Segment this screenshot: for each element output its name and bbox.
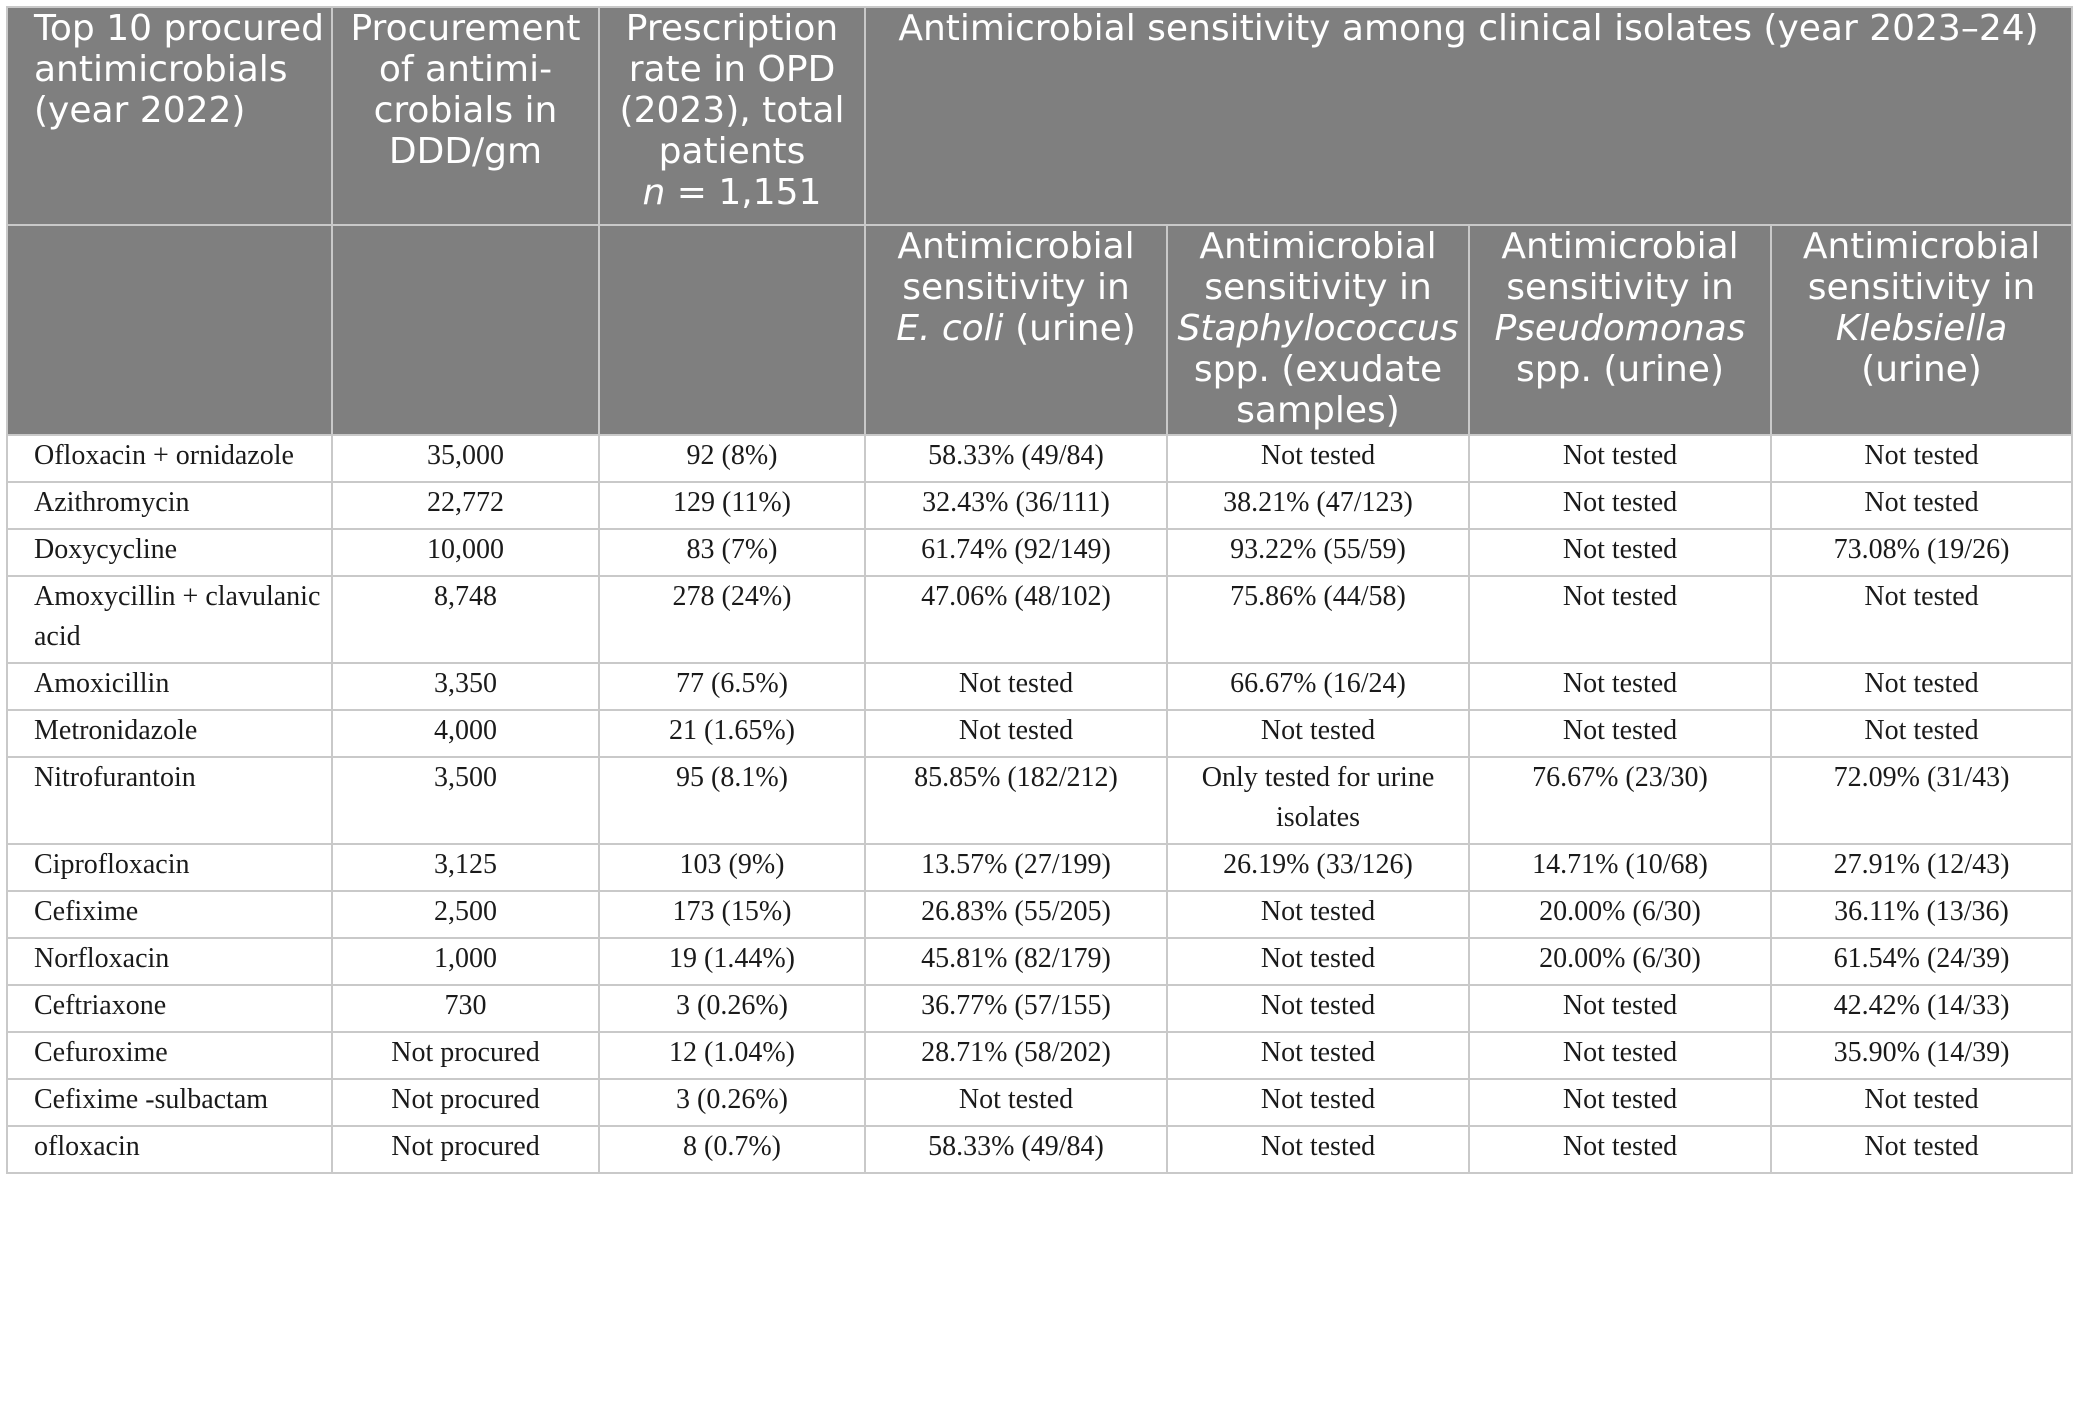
header-blank-1 xyxy=(7,225,332,435)
cell-ecoli: 61.74% (92/149) xyxy=(865,529,1167,576)
cell-ecoli: 58.33% (49/84) xyxy=(865,435,1167,482)
antimicrobial-table xyxy=(6,6,2073,1174)
cell-staph: Not tested xyxy=(1167,938,1469,985)
cell-klebsiella: 27.91% (12/43) xyxy=(1771,844,2072,891)
cell-drug: Norfloxacin xyxy=(7,938,332,985)
cell-procurement: Not procured xyxy=(332,1032,599,1079)
cell-klebsiella: Not tested xyxy=(1771,482,2072,529)
cell-staph: 38.21% (47/123) xyxy=(1167,482,1469,529)
table-row xyxy=(7,482,2072,529)
cell-prescription: 8 (0.7%) xyxy=(599,1126,865,1173)
cell-drug: Cefixime xyxy=(7,891,332,938)
table-row xyxy=(7,529,2072,576)
cell-prescription: 19 (1.44%) xyxy=(599,938,865,985)
cell-staph: Not tested xyxy=(1167,435,1469,482)
header-pseudomonas-sample: spp. (urine) xyxy=(1515,349,1725,390)
cell-pseudomonas: Not tested xyxy=(1469,663,1771,710)
cell-prescription: 21 (1.65%) xyxy=(599,710,865,757)
cell-staph: Not tested xyxy=(1167,891,1469,938)
cell-drug: Amoxycillin + clavulanic acid xyxy=(7,576,332,663)
table-row xyxy=(7,710,2072,757)
cell-procurement: 35,000 xyxy=(332,435,599,482)
cell-ecoli: 58.33% (49/84) xyxy=(865,1126,1167,1173)
cell-prescription: 173 (15%) xyxy=(599,891,865,938)
cell-ecoli: 85.85% (182/212) xyxy=(865,757,1167,844)
cell-prescription: 77 (6.5%) xyxy=(599,663,865,710)
cell-procurement: 22,772 xyxy=(332,482,599,529)
cell-klebsiella: Not tested xyxy=(1771,576,2072,663)
cell-ecoli: 28.71% (58/202) xyxy=(865,1032,1167,1079)
cell-klebsiella: 73.08% (19/26) xyxy=(1771,529,2072,576)
header-pseudomonas-prefix: Antimicrobial sensitivity in xyxy=(1501,226,1739,308)
cell-drug: Ciprofloxacin xyxy=(7,844,332,891)
table-row xyxy=(7,757,2072,844)
cell-pseudomonas: Not tested xyxy=(1469,482,1771,529)
cell-klebsiella: Not tested xyxy=(1771,1079,2072,1126)
cell-pseudomonas: Not tested xyxy=(1469,576,1771,663)
cell-klebsiella: 61.54% (24/39) xyxy=(1771,938,2072,985)
cell-staph: 93.22% (55/59) xyxy=(1167,529,1469,576)
cell-prescription: 129 (11%) xyxy=(599,482,865,529)
cell-pseudomonas: Not tested xyxy=(1469,985,1771,1032)
cell-drug: Nitrofurantoin xyxy=(7,757,332,844)
header-top10-drugs: Top 10 procured antimicrobials (year 2022) xyxy=(7,7,332,225)
cell-ecoli: Not tested xyxy=(865,663,1167,710)
cell-procurement: 2,500 xyxy=(332,891,599,938)
header-ecoli xyxy=(865,225,1167,435)
cell-ecoli: 13.57% (27/199) xyxy=(865,844,1167,891)
table-row xyxy=(7,1032,2072,1079)
cell-ecoli: 47.06% (48/102) xyxy=(865,576,1167,663)
header-n-value: = 1,151 xyxy=(665,172,822,213)
cell-staph: Only tested for urine isolates xyxy=(1167,757,1469,844)
header-prescription-text: Prescription rate in OPD (2023), total patients xyxy=(619,8,845,172)
header-staph-prefix: Antimicrobial sensitivity in xyxy=(1199,226,1437,308)
cell-staph: Not tested xyxy=(1167,1079,1469,1126)
cell-klebsiella: 72.09% (31/43) xyxy=(1771,757,2072,844)
cell-klebsiella: 36.11% (13/36) xyxy=(1771,891,2072,938)
cell-prescription: 278 (24%) xyxy=(599,576,865,663)
header-n-symbol: n xyxy=(642,172,666,213)
header-klebsiella xyxy=(1771,225,2072,435)
header-prescription xyxy=(599,7,865,225)
cell-procurement: 3,500 xyxy=(332,757,599,844)
header-pseudomonas xyxy=(1469,225,1771,435)
cell-staph: Not tested xyxy=(1167,1032,1469,1079)
cell-staph: Not tested xyxy=(1167,985,1469,1032)
cell-pseudomonas: Not tested xyxy=(1469,1126,1771,1173)
cell-klebsiella: Not tested xyxy=(1771,1126,2072,1173)
table-row xyxy=(7,576,2072,663)
header-blank-3 xyxy=(599,225,865,435)
cell-prescription: 103 (9%) xyxy=(599,844,865,891)
cell-pseudomonas: 76.67% (23/30) xyxy=(1469,757,1771,844)
cell-procurement: Not procured xyxy=(332,1079,599,1126)
cell-prescription: 83 (7%) xyxy=(599,529,865,576)
cell-pseudomonas: Not tested xyxy=(1469,1032,1771,1079)
table-row xyxy=(7,435,2072,482)
cell-ecoli: 36.77% (57/155) xyxy=(865,985,1167,1032)
cell-pseudomonas: 20.00% (6/30) xyxy=(1469,891,1771,938)
cell-pseudomonas: Not tested xyxy=(1469,529,1771,576)
cell-procurement: 4,000 xyxy=(332,710,599,757)
header-ecoli-organism: E. coli xyxy=(896,308,1004,349)
cell-procurement: 10,000 xyxy=(332,529,599,576)
cell-klebsiella: 35.90% (14/39) xyxy=(1771,1032,2072,1079)
table-row xyxy=(7,985,2072,1032)
cell-staph: 26.19% (33/126) xyxy=(1167,844,1469,891)
cell-prescription: 12 (1.04%) xyxy=(599,1032,865,1079)
cell-drug: ofloxacin xyxy=(7,1126,332,1173)
cell-pseudomonas: 14.71% (10/68) xyxy=(1469,844,1771,891)
cell-pseudomonas: Not tested xyxy=(1469,710,1771,757)
header-staph-organism: Staphylococcus xyxy=(1177,308,1459,349)
cell-klebsiella: Not tested xyxy=(1771,710,2072,757)
cell-procurement: 730 xyxy=(332,985,599,1032)
header-blank-2 xyxy=(332,225,599,435)
header-staph-sample: spp. (exudate samples) xyxy=(1193,349,1443,431)
table-row xyxy=(7,663,2072,710)
cell-drug: Ceftriaxone xyxy=(7,985,332,1032)
cell-staph: Not tested xyxy=(1167,710,1469,757)
cell-prescription: 95 (8.1%) xyxy=(599,757,865,844)
cell-drug: Azithromycin xyxy=(7,482,332,529)
header-sensitivity-group: Antimicrobial sensitivity among clinical isolates (year 2023–24) xyxy=(865,7,2072,225)
cell-drug: Ofloxacin + ornidazole xyxy=(7,435,332,482)
table-row xyxy=(7,1126,2072,1173)
cell-staph: 66.67% (16/24) xyxy=(1167,663,1469,710)
cell-procurement: 8,748 xyxy=(332,576,599,663)
cell-pseudomonas: Not tested xyxy=(1469,435,1771,482)
cell-procurement: 3,125 xyxy=(332,844,599,891)
cell-ecoli: Not tested xyxy=(865,1079,1167,1126)
cell-staph: 75.86% (44/58) xyxy=(1167,576,1469,663)
cell-drug: Amoxicillin xyxy=(7,663,332,710)
cell-prescription: 3 (0.26%) xyxy=(599,1079,865,1126)
cell-pseudomonas: 20.00% (6/30) xyxy=(1469,938,1771,985)
header-klebsiella-prefix: Antimicrobial sensitivity in xyxy=(1802,226,2041,308)
cell-klebsiella: 42.42% (14/33) xyxy=(1771,985,2072,1032)
header-ecoli-prefix: Antimicrobial sensitivity in xyxy=(897,226,1135,308)
header-klebsiella-sample: (urine) xyxy=(1861,349,1982,390)
header-procurement: Procurement of antimi-crobials in DDD/gm xyxy=(332,7,599,225)
table-row xyxy=(7,844,2072,891)
cell-prescription: 3 (0.26%) xyxy=(599,985,865,1032)
cell-staph: Not tested xyxy=(1167,1126,1469,1173)
table-row xyxy=(7,891,2072,938)
cell-ecoli: Not tested xyxy=(865,710,1167,757)
header-pseudomonas-organism: Pseudomonas xyxy=(1494,308,1746,349)
cell-drug: Cefuroxime xyxy=(7,1032,332,1079)
cell-ecoli: 45.81% (82/179) xyxy=(865,938,1167,985)
table-row xyxy=(7,1079,2072,1126)
cell-drug: Doxycycline xyxy=(7,529,332,576)
cell-ecoli: 26.83% (55/205) xyxy=(865,891,1167,938)
cell-prescription: 92 (8%) xyxy=(599,435,865,482)
cell-procurement: Not procured xyxy=(332,1126,599,1173)
header-ecoli-sample: (urine) xyxy=(1003,308,1136,349)
cell-procurement: 1,000 xyxy=(332,938,599,985)
cell-drug: Cefixime -sulbactam xyxy=(7,1079,332,1126)
table-row xyxy=(7,938,2072,985)
cell-procurement: 3,350 xyxy=(332,663,599,710)
cell-ecoli: 32.43% (36/111) xyxy=(865,482,1167,529)
cell-klebsiella: Not tested xyxy=(1771,663,2072,710)
cell-pseudomonas: Not tested xyxy=(1469,1079,1771,1126)
cell-klebsiella: Not tested xyxy=(1771,435,2072,482)
header-klebsiella-organism: Klebsiella xyxy=(1835,308,2008,349)
cell-drug: Metronidazole xyxy=(7,710,332,757)
header-staph xyxy=(1167,225,1469,435)
